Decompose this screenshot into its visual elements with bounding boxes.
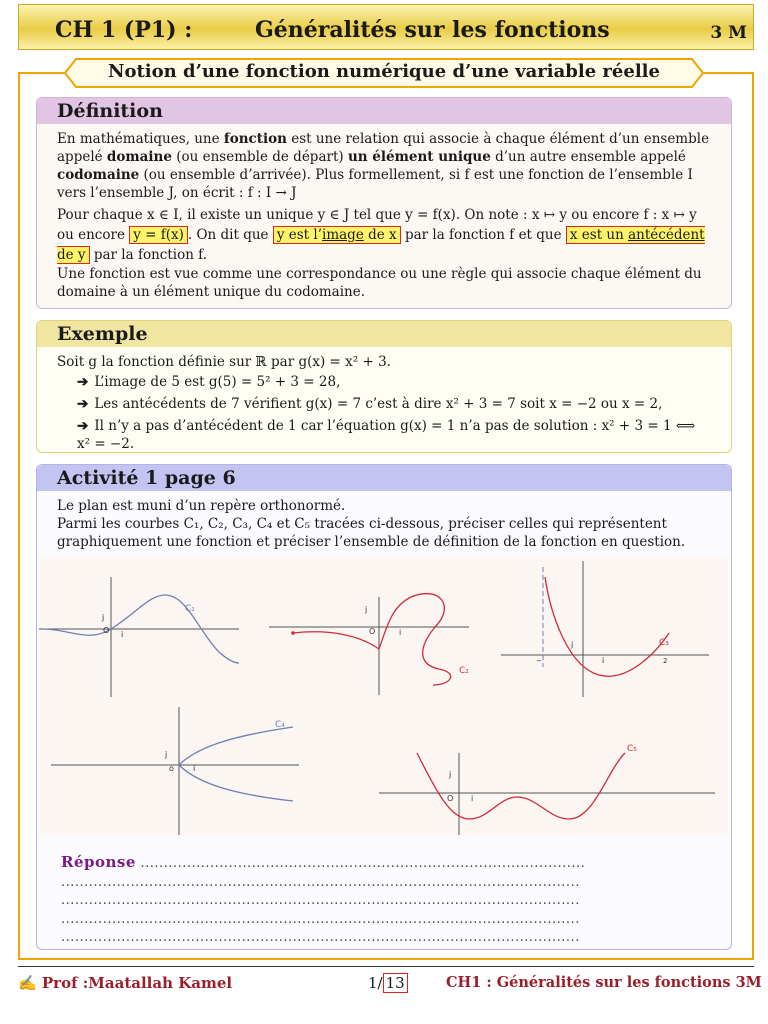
chapter-number: CH 1 (P1) : <box>55 17 193 43</box>
term-antecedent: antécédent <box>628 227 705 243</box>
item-text: L’image de 5 est g(5) = 5² + 3 = 28, <box>94 374 341 390</box>
definition-box <box>36 97 732 309</box>
section-title: Notion d’une fonction numérique d’une variable réelle <box>108 61 660 82</box>
origin-label: o <box>169 764 174 773</box>
text: d’un autre ensemble appelé <box>490 149 686 165</box>
activity-body <box>37 491 731 551</box>
arrow-icon: ➔ <box>77 374 89 390</box>
activity-box <box>36 464 732 950</box>
text: . On dit que <box>187 227 273 243</box>
chapter-header <box>18 4 754 50</box>
activity-paragraph-1: Le plan est muni d’un repère orthonormé. <box>57 498 346 514</box>
definition-body <box>37 124 731 301</box>
graph-c5 <box>379 744 715 835</box>
term-domaine: domaine <box>106 149 172 165</box>
term-element-unique: un élément unique <box>347 149 491 165</box>
section-banner <box>64 58 704 88</box>
footer-author: ✍ Prof :Maatallah Kamel <box>18 974 233 992</box>
text: de x <box>363 227 397 243</box>
highlight-notation: y = f(x) <box>129 226 188 244</box>
curves-figure <box>39 557 729 835</box>
example-list <box>57 373 711 453</box>
curve-label-c1: C₁ <box>185 604 195 614</box>
answer-line-2: ................................................................................................................ <box>61 874 580 890</box>
curve-label-c4: C₄ <box>275 720 285 730</box>
text: x est un <box>569 227 629 243</box>
graph-c2 <box>269 594 469 695</box>
footer-divider <box>18 966 754 967</box>
text: par la fonction f. <box>89 247 207 263</box>
unit-j-label: j <box>571 640 574 649</box>
origin-label: O <box>103 626 110 635</box>
term-fonction: fonction <box>223 131 287 147</box>
text: (ou ensemble d’arrivée). Plus formellement, si f est une fonction de l’ensemble I vers l’ensemble J, on écrit : f : I → J <box>57 167 693 201</box>
unit-j-label: j <box>165 750 168 759</box>
term-codomaine: codomaine <box>57 167 140 183</box>
unit-i-label: i <box>471 794 474 803</box>
item-text: Il n’y a pas d’antécédent de 1 car l’équation g(x) = 1 n’a pas de solution : x² + 3 = 1 ⟺ x² = −2. <box>77 418 696 452</box>
unit-j-label: j <box>102 613 105 622</box>
footer-page-number <box>368 974 408 992</box>
class-level: 3 M <box>710 23 747 43</box>
definition-heading: Définition <box>37 98 731 124</box>
answer-line-3: ................................................................................................................ <box>61 893 580 908</box>
example-intro: Soit g la fonction définie sur ℝ par g(x) = x² + 3. <box>57 354 391 370</box>
definition-paragraph-2 <box>57 205 711 265</box>
unit-i-label: i <box>399 628 402 637</box>
item-text: Les antécédents de 7 vérifient g(x) = 7 c’est à dire x² + 3 = 7 soit x = −2 ou x = 2, <box>94 396 663 412</box>
page-total-link[interactable]: 13 <box>383 973 408 993</box>
definition-paragraph-1 <box>57 130 711 202</box>
text: est une relation qui associe à chaque élément d’un ensemble appelé <box>57 131 710 165</box>
page-current: 1/ <box>368 974 383 992</box>
definition-paragraph-3: Une fonction est vue comme une correspondance ou une règle qui associe chaque élément du domaine à un élément unique du codomaine. <box>57 266 702 300</box>
unit-i-label: i <box>602 656 605 665</box>
graph-c4 <box>51 707 299 835</box>
text: y est l’ <box>276 227 323 243</box>
answer-line-4: ................................................................................................................ <box>61 911 580 927</box>
highlight-image <box>273 226 401 244</box>
frame-top-left <box>18 72 70 74</box>
chapter-title: Généralités sur les fonctions <box>255 17 610 43</box>
answer-label: Réponse <box>61 853 136 871</box>
unit-i-label: i <box>193 764 196 773</box>
arrow-icon: ➔ <box>77 418 89 434</box>
list-item <box>77 373 711 391</box>
curve-label-c3: C₃ <box>659 638 669 648</box>
graph-c1 <box>39 577 239 697</box>
arrow-icon: ➔ <box>77 396 89 412</box>
unit-j-label: j <box>365 605 368 614</box>
text: de y <box>57 247 86 263</box>
answer-line-1: Réponse ................................................................................................ <box>61 853 586 871</box>
origin-label: O <box>447 794 454 803</box>
activity-paragraph-2: Parmi les courbes C₁, C₂, C₃, C₄ et C₅ tracées ci-dessous, préciser celles qui représentent graphiquement une fonction et préciser l’ensemble de définition de la fonction en question. <box>57 516 686 550</box>
unit-j-label: j <box>449 770 452 779</box>
curve-label-c2: C₂ <box>459 666 469 676</box>
minus-tick-label: − <box>536 657 542 665</box>
example-heading: Exemple <box>37 321 731 347</box>
curves-svg <box>39 557 729 835</box>
text: (ou ensemble de départ) <box>171 149 348 165</box>
text: En mathématiques, une <box>57 131 224 147</box>
graph-c3 <box>501 561 709 697</box>
answer-line-5: ................................................................................................................ <box>61 930 580 945</box>
term-image: image <box>322 227 364 243</box>
curve-label-c5: C₅ <box>627 744 637 754</box>
origin-label: O <box>369 627 376 636</box>
footer-chapter: CH1 : Généralités sur les fonctions 3M <box>446 974 762 991</box>
text: par la fonction f et que <box>400 227 566 243</box>
tick-label-2: 2 <box>663 657 668 665</box>
text: Pour chaque x ∈ I, il existe un unique y ∈ J tel que y = f(x). On note : x ↦ y ou encore f : x ↦ y ou encore <box>57 207 697 243</box>
answer-area <box>61 853 711 948</box>
list-item <box>77 417 711 453</box>
example-body <box>37 347 731 453</box>
list-item <box>77 395 711 413</box>
example-box <box>36 320 732 453</box>
frame-top-right <box>702 72 754 74</box>
activity-heading: Activité 1 page 6 <box>37 465 731 491</box>
unit-i-label: i <box>121 630 124 639</box>
